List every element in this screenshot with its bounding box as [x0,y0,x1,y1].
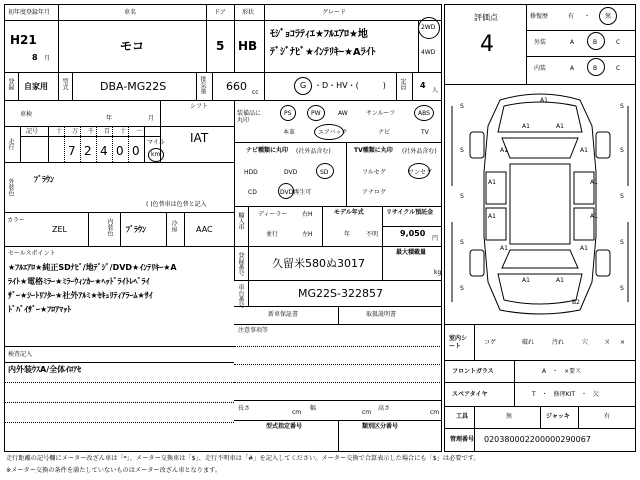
equip-sunroof: サンルーフ [366,110,396,117]
first-reg-year: H21 [10,33,37,47]
sheet-hole: 穴 [582,339,589,346]
spare-value: T ・ 修理KIT ・ 欠 [532,391,600,398]
exterior-b: B [593,39,598,46]
disp-label: 排気量 [199,76,206,94]
tools-value: 無 [506,413,513,420]
length-unit: cm [292,409,302,416]
sheet-x: × [620,339,626,346]
side-mark-3: S [460,147,464,154]
max-load-label: 最大積載量 [396,249,427,256]
mgmt-value: 020380002200000290067 [484,435,591,444]
color-note: ( )色替車は色替と記入 [146,201,207,208]
tv-analog: アナログ [362,189,387,196]
disp-unit: cc [252,89,259,96]
import-dealer: ディーラー [258,211,288,218]
damage-mark-3: A1 [556,123,564,130]
grade-line1: ﾓｼﾞｮｺﾗﾃｨｴ★ﾌﾙｴｱﾛ★地 [270,29,368,40]
manual-doc: 取扱説明書 [366,311,397,318]
interior-c: C [616,65,621,72]
damage-mark-10: A1 [500,245,508,252]
nav-cd: CD [248,189,257,196]
mileage-h0: 記号 [26,128,39,135]
equip-nav: ナビ [378,129,391,136]
damage-mark-9: A1 [590,213,598,220]
jack-value: 有 [604,413,611,420]
shift-value: IAT [190,131,209,145]
ac-value: AAC [196,225,213,234]
nav-type-sub: (社外品含む) [296,148,331,155]
shape-value: HB [238,39,258,53]
color-label: 外装色 [7,178,14,196]
damage-mark-7: A1 [590,179,598,186]
mileage-h3: 千 [88,128,95,135]
side-mark-9: S [460,285,464,292]
model-label: 型式 [61,78,68,90]
capacity-value: 4 [420,81,426,90]
ac-label: 冷房 [170,220,177,232]
nav-type-title: ナビ種類に丸印 [246,147,289,154]
glass-label: フロントガラス [452,368,494,375]
mileage-h6: 一 [136,128,143,135]
mileage-digit-1: 7 [68,144,76,158]
interior-color-value: ﾌﾞﾗｳﾝ [126,225,146,234]
doors-value: 5 [216,39,225,53]
import-left-hand: 左H [302,231,313,238]
score-label: 評価点 [474,13,498,22]
damage-mark-5: A1 [580,147,588,154]
sales-points-label: セールスポイント [8,250,56,257]
equip-leather: 本革 [283,129,296,136]
interior-a: A [570,65,575,72]
plate-label: 登録番号 [237,252,244,276]
spare-label: スペアタイヤ [452,391,488,398]
type-cert-label: 型式指定番号 [266,423,303,430]
side-mark-5: S [460,193,464,200]
import-label: 輸入車 [237,212,244,230]
damage-mark-12: A1 [522,277,530,284]
fuel-rest: ・D・HV・( ) [314,81,386,90]
tools-label: 工具 [456,413,469,420]
interior-b: B [593,65,598,72]
length-label: 長さ [238,405,251,412]
score-value: 4 [480,32,494,57]
equip-tv: TV [421,129,429,136]
reg-type-label: 登録 [7,78,14,90]
color-code-label: カラー [7,217,26,224]
nav-sd: SD [320,169,329,176]
first-reg-label: 初年度登録年月 [8,9,51,16]
capacity-unit: 人 [432,87,439,94]
exterior-grade-label: 外装 [534,39,547,46]
drive-2wd: 2WD [421,24,436,31]
mileage-unit-mile: マイル [147,139,165,146]
repair-label: 修復歴 [530,13,549,20]
class-label: 類別区分番号 [362,423,399,430]
nav-hdd: HDD [244,169,258,176]
damage-mark-2: A1 [522,123,530,130]
damage-mark-6: A1 [488,179,496,186]
repair-yes: 有 [568,13,575,20]
recycle-label: リサイクル預託金 [386,209,434,216]
damage-mark-4: A1 [500,147,508,154]
notes-label: 注意事項等 [238,327,269,334]
width-label: 幅 [310,405,317,412]
import-right-hand: 右H [302,211,313,218]
sales-line-1: ★ﾌﾙｴｱﾛ★純正SDﾅﾋﾞ/地ﾃﾞｼﾞ/DVD★ｲﾝﾃﾘｷｰ★A [8,263,177,272]
sheet-burn: コゲ [484,339,497,346]
color-code-value: ZEL [52,225,67,234]
sales-line-2: ﾗｲﾄ★電格ﾐﾗｰ★ﾐﾗｰｳｨﾝｶｰ★ﾍｯﾄﾞﾗｲﾄﾚﾍﾞﾗｲ [8,277,150,286]
tv-fullseg: フルセグ [362,169,386,176]
footer-line-2: ※メーター交換の条件を満たしていないものはメーター改ざん車となります。 [6,467,222,474]
repair-dot: ・ [584,13,591,20]
drive-4wd: 4WD [421,49,436,56]
model-year-unknown: 不明 [366,231,379,238]
exterior-a: A [570,39,575,46]
car-damage-diagram [446,86,634,322]
car-name-label: 車名 [124,9,137,16]
color-value: ﾌﾞﾗｳﾝ [34,175,54,184]
tv-type-sub: (社外品含む) [402,148,437,155]
height-label: 高さ [378,405,391,412]
warranty-doc: 新車保証書 [268,311,299,318]
inspection-year-unit: 年 [106,115,113,122]
import-parallel: 並行 [266,231,279,238]
nav-dvd-play: DVD再生可 [280,189,312,196]
plate-value: 久留米580ぬ3017 [272,257,365,270]
inspector-label: 検査記入 [8,351,33,358]
interior-sheet-label: 室内シート [449,335,468,350]
mileage-label: 走行 [7,138,14,150]
fuel-g: G [300,81,307,90]
inspection-month-unit: 月 [148,115,155,122]
chassis-label: 車台番号 [237,284,244,308]
side-mark-8: S [620,239,624,246]
equipment-label: 装備品に丸印 [237,110,262,125]
grade-label: グレード [322,9,347,16]
side-mark-1: S [460,103,464,110]
exterior-c: C [616,39,621,46]
month-unit: 月 [44,55,51,62]
height-unit: cm [430,409,440,416]
mileage-digit-2: 2 [84,144,92,158]
mileage-h5: 十 [120,128,127,135]
equip-ps: PS [284,110,292,117]
damage-mark-8: A1 [488,213,496,220]
mileage-h2: 万 [72,128,79,135]
nav-dvd: DVD [284,169,298,176]
shape-label: 形状 [242,9,255,16]
mileage-digit-4: 0 [116,144,124,158]
model-year-unit: 年 [344,231,351,238]
model-value: DBA-MG22S [100,80,167,93]
mileage-digit-3: 4 [100,144,108,158]
repair-no: 無 [605,13,612,20]
damage-mark-14: B2 [572,299,580,306]
mileage-unit-km: km [151,151,161,158]
max-load-unit: kg [434,269,442,276]
tv-oneseg: ワンセグ [408,169,433,176]
sheet-dirt: 汚れ [552,339,565,346]
jack-label: ジャッキ [546,413,570,420]
chassis-value: MG22S-322857 [298,287,383,300]
side-mark-2: S [620,103,624,110]
inspector-value: 内外装ｳｽA/全体ｲﾛｱｾ [8,365,82,374]
disp-value: 660 [226,80,247,93]
mgmt-label: 管理番号 [450,436,475,443]
mileage-digit-5: 0 [132,144,140,158]
width-unit: cm [362,409,372,416]
use-value: 自家用 [24,82,48,91]
side-mark-6: S [620,193,624,200]
recycle-value: 9,050 [400,229,426,238]
damage-mark-1: A1 [540,97,548,104]
recycle-unit: 円 [432,235,439,242]
damage-mark-13: A1 [556,277,564,284]
equip-airbag: エアバック [318,129,348,136]
equip-aw: AW [338,110,348,117]
grade-line2: ﾃﾞｼﾞﾅﾋﾞ★ｲﾝﾃﾘｷｰ★Aﾗｲﾄ [270,47,376,58]
capacity-label: 定員 [399,78,406,90]
mileage-h1: 十 [56,128,63,135]
sales-line-3: ｻﾞｰ★ｼｰﾄﾘﾌﾀｰ★社外ｱﾙﾐ★ｾｷｭﾘﾃｨｱﾗｰﾑ★ｻｲ [8,291,153,300]
inspection-label: 車検 [20,111,33,118]
footer-line-1: 走行距離の記号欄にメーター改ざん車は「*」、メーター交換車は「$」、走行不明車は「#」を記入してください。メーター交換で合算表示した場合にも「$」は必要です。 [6,455,480,462]
sheet-nu: ヌ [604,339,611,346]
model-year-label: モデル年式 [334,209,364,216]
damage-mark-11: A1 [580,245,588,252]
doors-label: ドア [214,9,226,16]
side-mark-4: S [620,147,624,154]
side-mark-10: S [620,285,624,292]
sales-line-4: ﾄﾞﾊﾞｲｻﾞｰ★ﾌﾛｱﾏｯﾄ [8,305,72,314]
car-name-value: モコ [120,39,145,53]
mileage-h4: 百 [104,128,111,135]
side-mark-7: S [460,239,464,246]
interior-color-label: 内装色 [106,218,113,236]
glass-value: A ・ ×要ス [542,368,582,375]
tv-type-title: TV種類に丸印 [354,147,393,154]
equip-abs: ABS [418,110,430,117]
interior-grade-label: 内装 [534,65,547,72]
equip-pw: PW [311,110,321,117]
first-reg-month: 8 [32,53,38,62]
sheet-tear: 破れ [522,339,535,346]
shift-label: シフト [190,103,209,110]
